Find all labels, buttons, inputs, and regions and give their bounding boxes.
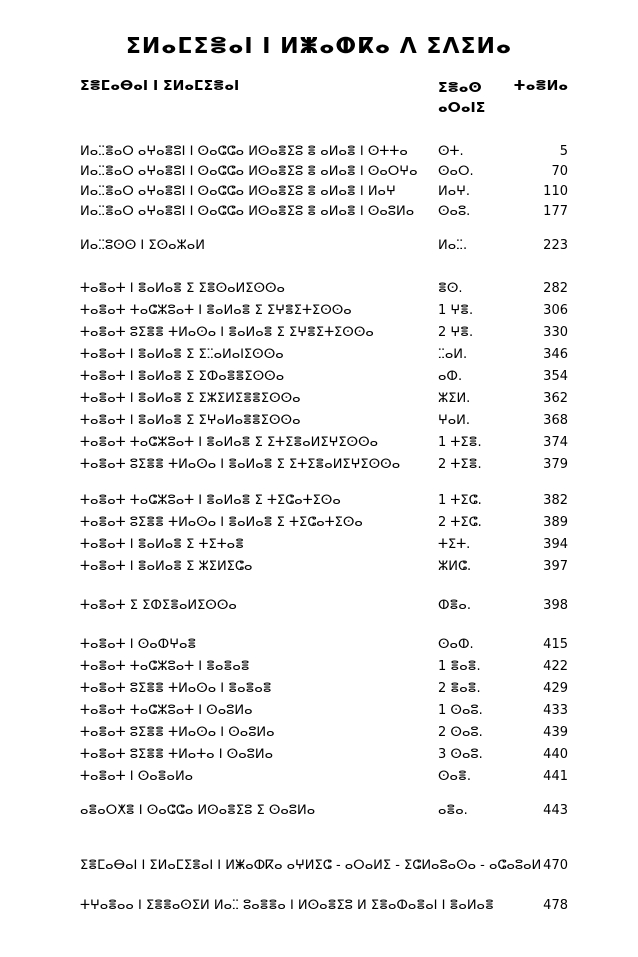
toc-entry-page: 440 (543, 747, 568, 762)
toc-entry-page: 70 (551, 164, 568, 179)
toc-entry-page: 5 (559, 144, 568, 159)
toc-entry-abbreviation: ⵜⵉⵜ. (438, 537, 471, 552)
toc-row[interactable] (0, 681, 638, 701)
toc-entry-abbreviation: 1 ⵜⵉⴻ. (438, 435, 482, 450)
toc-entry-title: ⵜⴰⴻⴰⵜ ⵏ ⵙⴰⴻⴰⵍⴰ (80, 769, 194, 784)
toc-entry-title: ⵜⴰⴻⴰⵜ ⵜⴰⵛⵣⵓⴰⵜ ⵏ ⴻⴰⵍⴰⴻ ⵉ ⵜⵉⵛⴰⵜⵉⵙⴰ (80, 493, 341, 508)
toc-row[interactable] (0, 703, 638, 723)
toc-entry-abbreviation: ⴻⵙ. (438, 281, 463, 296)
toc-entry-title: ⵍⴰⵆⴻⴰⵔ ⴰⵖⴰⴻⵓⵏ ⵏ ⵙⴰⵛⵛⴰ ⵍⵙⴰⴻⵉⵓ ⴻ ⴰⵍⴰⴻ ⵏ ⵙⵜⵜⴰ (80, 144, 408, 159)
toc-row[interactable] (0, 493, 638, 513)
toc-row[interactable] (0, 457, 638, 477)
toc-row[interactable] (0, 204, 638, 224)
toc-row[interactable] (0, 281, 638, 301)
toc-row[interactable] (0, 537, 638, 557)
toc-entry-page: 389 (543, 515, 568, 530)
appendix-row[interactable] (0, 858, 638, 878)
toc-entry-title: ⵜⴰⴻⴰⵜ ⵓⵉⴻⴻ ⵜⵍⴰⵙⴰ ⵏ ⴻⴰⵍⴰⴻ ⵉ ⵜⵉⵛⴰⵜⵉⵙⴰ (80, 515, 363, 530)
toc-entry-abbreviation: 1 ⵜⵉⵛ. (438, 493, 482, 508)
appendix-entry-page: 478 (543, 898, 568, 913)
toc-entry-title: ⵜⴰⴻⴰⵜ ⵓⵉⴻⴻ ⵜⵍⴰⵙⴰ ⵏ ⵙⴰⵓⵍⴰ (80, 725, 275, 740)
toc-entry-abbreviation: ⵆⴰⵍ. (438, 347, 468, 362)
toc-entry-title: ⴰⴻⴰⵔⵅⴻ ⵏ ⵙⴰⵛⵛⴰ ⵍⵙⴰⴻⵉⵓ ⵉ ⵙⴰⵓⵍⴰ (80, 803, 316, 818)
appendix-entry-title: ⵉⴻⵎⴰⴱⴰⵏ ⵏ ⵉⵍⴰⵎⵉⴻⴰⵏ ⵏ ⵍⵥⴰⵀⴽⴰ ⴰⵖⵍⵉⵛ - ⴰⵔⴰⵍⵉ - ⵉⵛⵍⴰⵓⴰⵙⴰ - ⴰⵛⴰⵓⴰⵍ (80, 858, 542, 873)
toc-entry-abbreviation: ⵙⴰⵀ. (438, 637, 474, 652)
toc-entry-title: ⵜⴰⴻⴰⵜ ⵏ ⴻⴰⵍⴰⴻ ⵉ ⵉⵀⴰⴻⴻⵉⵙⵙⴰ (80, 369, 285, 384)
abbreviation-header-line-1: ⵉⴻⴰⵙ (438, 80, 482, 96)
toc-row[interactable] (0, 303, 638, 323)
toc-entry-title: ⵜⴰⴻⴰⵜ ⵏ ⴻⴰⵍⴰⴻ ⵉ ⵜⵉⵜⴰⴻ (80, 537, 244, 552)
toc-entry-page: 382 (543, 493, 568, 508)
toc-entry-page: 439 (543, 725, 568, 740)
toc-entry-title: ⵜⴰⴻⴰⵜ ⵓⵉⴻⴻ ⵜⵍⴰⵙⴰ ⵏ ⴻⴰⵍⴰⴻ ⵉ ⵉⵖⴻⵉⵜⵉⵙⵙⴰ (80, 325, 374, 340)
toc-entry-page: 354 (543, 369, 568, 384)
toc-entry-page: 398 (543, 598, 568, 613)
toc-entry-page: 422 (543, 659, 568, 674)
toc-entry-page: 397 (543, 559, 568, 574)
toc-entry-abbreviation: ⵍⴰⵖ. (438, 184, 471, 199)
toc-entry-abbreviation: ⵙⴰⵓ. (438, 204, 471, 219)
toc-row[interactable] (0, 598, 638, 618)
toc-entry-page: 368 (543, 413, 568, 428)
toc-entry-abbreviation: ⵙⴰⴻ. (438, 769, 471, 784)
toc-entry-page: 443 (543, 803, 568, 818)
toc-entry-abbreviation: 2 ⵜⵉⵛ. (438, 515, 482, 530)
toc-entry-page: 433 (543, 703, 568, 718)
toc-entry-page: 441 (543, 769, 568, 784)
toc-entry-page: 306 (543, 303, 568, 318)
appendix-entry-page: 470 (543, 858, 568, 873)
toc-entry-title: ⵜⴰⴻⴰⵜ ⵓⵉⴻⴻ ⵜⵍⴰⵜⴰ ⵏ ⵙⴰⵓⵍⴰ (80, 747, 273, 762)
toc-row[interactable] (0, 803, 638, 823)
toc-entry-abbreviation: ⵣⵍⵛ. (438, 559, 472, 574)
toc-entry-title: ⵜⴰⴻⴰⵜ ⵜⴰⵛⵣⵓⴰⵜ ⵏ ⴻⴰⴻⴰⴻ (80, 659, 250, 674)
toc-entry-page: 394 (543, 537, 568, 552)
toc-entry-page: 223 (543, 238, 568, 253)
toc-entry-title: ⵜⴰⴻⴰⵜ ⵏ ⴻⴰⵍⴰⴻ ⵉ ⵣⵉⵍⵉⵛⴰ (80, 559, 253, 574)
column-header-title: ⵉⴻⵎⴰⴱⴰⵏ ⵏ ⵉⵍⴰⵎⵉⴻⴰⵏ (80, 78, 240, 94)
toc-entry-page: 415 (543, 637, 568, 652)
toc-row[interactable] (0, 659, 638, 679)
toc-row[interactable] (0, 184, 638, 204)
toc-entry-abbreviation: 3 ⵙⴰⵓ. (438, 747, 483, 762)
toc-entry-abbreviation: ⵍⴰⵆ. (438, 238, 468, 253)
toc-entry-abbreviation: ⵙⴰⵔ. (438, 164, 474, 179)
toc-row[interactable] (0, 769, 638, 789)
toc-entry-title: ⵜⴰⴻⴰⵜ ⵏ ⴻⴰⵍⴰⴻ ⵉ ⵉⵖⴰⵍⴰⴻⴻⵉⵙⵙⴰ (80, 413, 301, 428)
toc-entry-abbreviation: ⵀⴻⴰ. (438, 598, 471, 613)
toc-entry-title: ⵍⴰⵆⴻⴰⵔ ⴰⵖⴰⴻⵓⵏ ⵏ ⵙⴰⵛⵛⴰ ⵍⵙⴰⴻⵉⵓ ⴻ ⴰⵍⴰⴻ ⵏ ⵙⴰⵔⵖⴰ (80, 164, 418, 179)
toc-entry-page: 177 (543, 204, 568, 219)
column-header-page: ⵜⴰⴻⵍⴰ (513, 78, 568, 94)
toc-entry-title: ⵍⴰⵆⴻⴰⵔ ⴰⵖⴰⴻⵓⵏ ⵏ ⵙⴰⵛⵛⴰ ⵍⵙⴰⴻⵉⵓ ⴻ ⴰⵍⴰⴻ ⵏ ⵙⴰⵓⵍⴰ (80, 204, 415, 219)
toc-row[interactable] (0, 515, 638, 535)
toc-row[interactable] (0, 747, 638, 767)
toc-entry-title: ⵍⴰⵆⵓⵙⵙ ⵏ ⵉⵙⴰⵣⴰⵍ (80, 238, 205, 253)
toc-entry-abbreviation: ⴰⵀ. (438, 369, 463, 384)
toc-row[interactable] (0, 325, 638, 345)
appendix-row[interactable] (0, 898, 638, 918)
column-header-abbreviation (438, 78, 485, 118)
toc-entry-abbreviation: 2 ⵖⴻ. (438, 325, 474, 340)
toc-entry-title: ⵜⴰⴻⴰⵜ ⵏ ⴻⴰⵍⴰⴻ ⵉ ⵉⵆⴰⵍⴰⵏⵉⵙⵙⴰ (80, 347, 284, 362)
toc-entry-abbreviation: 2 ⵜⵉⴻ. (438, 457, 482, 472)
toc-entry-page: 429 (543, 681, 568, 696)
toc-row[interactable] (0, 144, 638, 164)
toc-entry-title: ⵜⴰⴻⴰⵜ ⵏ ⵙⴰⵀⵖⴰⴻ (80, 637, 197, 652)
toc-entry-page: 110 (543, 184, 568, 199)
toc-row[interactable] (0, 164, 638, 184)
toc-entry-title: ⵜⴰⴻⴰⵜ ⵜⴰⵛⵣⵓⴰⵜ ⵏ ⴻⴰⵍⴰⴻ ⵉ ⵉⵜⵉⴻⴰⵍⵉⵖⵉⵙⵙⴰ (80, 435, 379, 450)
toc-row[interactable] (0, 369, 638, 389)
toc-entry-title: ⵜⴰⴻⴰⵜ ⵓⵉⴻⴻ ⵜⵍⴰⵙⴰ ⵏ ⴻⴰⴻⴰⴻ (80, 681, 272, 696)
toc-entry-abbreviation: 1 ⴻⴰⴻ. (438, 659, 481, 674)
toc-row[interactable] (0, 435, 638, 455)
toc-entry-abbreviation: 1 ⵙⴰⵓ. (438, 703, 483, 718)
toc-row[interactable] (0, 637, 638, 657)
toc-entry-title: ⵜⴰⴻⴰⵜ ⵏ ⴻⴰⵍⴰⴻ ⵉ ⵉⵣⵉⵍⵉⴻⴻⵉⵙⵙⴰ (80, 391, 301, 406)
toc-row[interactable] (0, 347, 638, 367)
toc-entry-abbreviation: ⴰⴻⴰ. (438, 803, 468, 818)
toc-row[interactable] (0, 559, 638, 579)
toc-entry-title: ⵍⴰⵆⴻⴰⵔ ⴰⵖⴰⴻⵓⵏ ⵏ ⵙⴰⵛⵛⴰ ⵍⵙⴰⴻⵉⵓ ⴻ ⴰⵍⴰⴻ ⵏ ⵍⴰⵖ (80, 184, 396, 199)
toc-row[interactable] (0, 725, 638, 745)
appendix-entry-title: ⵜⵖⴰⴻⴰⴰ ⵏ ⵉⴻⴻⴰⵙⵉⵍ ⵍⴰⵆ ⵓⴰⴻⴻⴰ ⵏ ⵍⵙⴰⴻⵉⵓ ⵍ ⵉⴻⴰⵀⴰⴻⴰⵏ ⵏ ⴻⴰⵍⴰⴻ (80, 898, 494, 913)
toc-entry-page: 374 (543, 435, 568, 450)
abbreviation-header-line-2: ⴰⵔⴰⵏⵉ (438, 100, 486, 116)
toc-entry-title: ⵜⴰⴻⴰⵜ ⵏ ⴻⴰⵍⴰⴻ ⵉ ⵉⴻⵙⴰⵍⵉⵙⵙⴰ (80, 281, 285, 296)
toc-entry-abbreviation: 1 ⵖⴻ. (438, 303, 474, 318)
toc-entry-page: 362 (543, 391, 568, 406)
toc-entry-page: 379 (543, 457, 568, 472)
toc-entry-abbreviation: 2 ⴻⴰⴻ. (438, 681, 481, 696)
toc-entry-abbreviation: 2 ⵙⴰⵓ. (438, 725, 483, 740)
toc-entry-title: ⵜⴰⴻⴰⵜ ⵉ ⵉⵀⵉⴻⴰⵍⵉⵙⵙⴰ (80, 598, 237, 613)
toc-entry-page: 330 (543, 325, 568, 340)
page-title: ⵉⵍⴰⵎⵉⴻⴰⵏ ⵏ ⵍⵥⴰⵀⴽⴰ ⴷ ⵉⴷⵉⵍⴰ (125, 34, 513, 59)
toc-row[interactable] (0, 413, 638, 433)
toc-entry-page: 346 (543, 347, 568, 362)
toc-entry-abbreviation: ⵖⴰⵍ. (438, 413, 471, 428)
toc-entry-title: ⵜⴰⴻⴰⵜ ⵜⴰⵛⵣⵓⴰⵜ ⵏ ⴻⴰⵍⴰⴻ ⵉ ⵉⵖⴻⵉⵜⵉⵙⵙⴰ (80, 303, 352, 318)
toc-entry-abbreviation: ⵙⵜ. (438, 144, 464, 159)
toc-row[interactable] (0, 238, 638, 258)
toc-row[interactable] (0, 391, 638, 411)
toc-entry-title: ⵜⴰⴻⴰⵜ ⵜⴰⵛⵣⵓⴰⵜ ⵏ ⵙⴰⵓⵍⴰ (80, 703, 253, 718)
toc-entry-abbreviation: ⵣⵉⵍ. (438, 391, 471, 406)
toc-entry-title: ⵜⴰⴻⴰⵜ ⵓⵉⴻⴻ ⵜⵍⴰⵙⴰ ⵏ ⴻⴰⵍⴰⴻ ⵉ ⵉⵜⵉⴻⴰⵍⵉⵖⵉⵙⵙⴰ (80, 457, 401, 472)
toc-entry-page: 282 (543, 281, 568, 296)
